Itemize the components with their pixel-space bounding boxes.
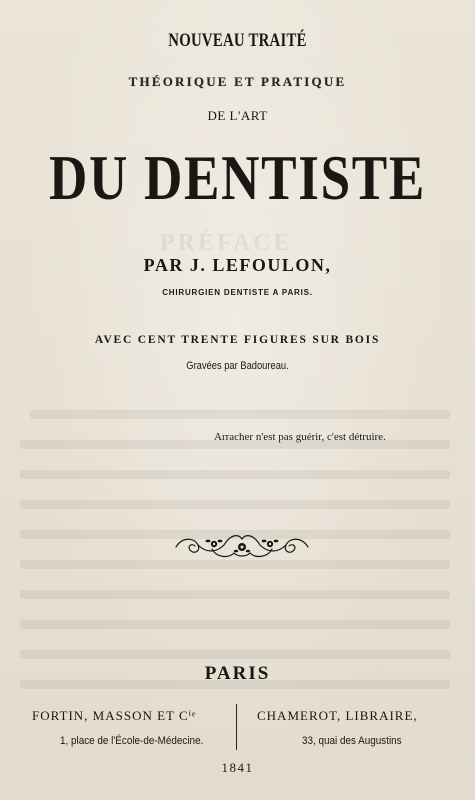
bleed-through-line	[20, 470, 450, 479]
publisher-address-left: 1, place de l'École-de-Médecine.	[60, 735, 204, 747]
epigraph: Arracher n'est pas guérir, c'est détruire.	[214, 431, 386, 443]
publisher-chamerot: CHAMEROT, LIBRAIRE,	[257, 708, 418, 723]
title-line-theorique-pratique: THÉORIQUE ET PRATIQUE	[128, 74, 347, 89]
floral-vignette-icon	[172, 527, 312, 563]
imprint-city: PARIS	[204, 663, 271, 684]
bleed-through-heading: PRÉFACE	[160, 230, 293, 256]
publication-year: 1841	[221, 760, 254, 775]
title-line-nouveau-traite: NOUVEAU TRAITÉ	[168, 30, 307, 51]
title-line-de-l-art: DE L'ART	[207, 108, 268, 123]
figures-line: AVEC CENT TRENTE FIGURES SUR BOIS	[94, 334, 381, 346]
engraver-line: Gravées par Badoureau.	[186, 360, 289, 372]
bleed-through-line	[20, 500, 450, 509]
publisher-divider	[236, 704, 237, 750]
main-title: DU DENTISTE	[49, 142, 426, 213]
bleed-through-line	[20, 590, 450, 599]
bleed-through-line	[20, 650, 450, 659]
publisher-address-right: 33, quai des Augustins	[302, 735, 402, 747]
bleed-through-line	[20, 620, 450, 629]
author-role: CHIRURGIEN DENTISTE A PARIS.	[162, 288, 313, 297]
author-name: PAR J. LEFOULON,	[143, 255, 332, 275]
publisher-fortin-masson: FORTIN, MASSON ET Cⁱᵉ	[32, 708, 197, 723]
bleed-through-line	[30, 410, 450, 419]
